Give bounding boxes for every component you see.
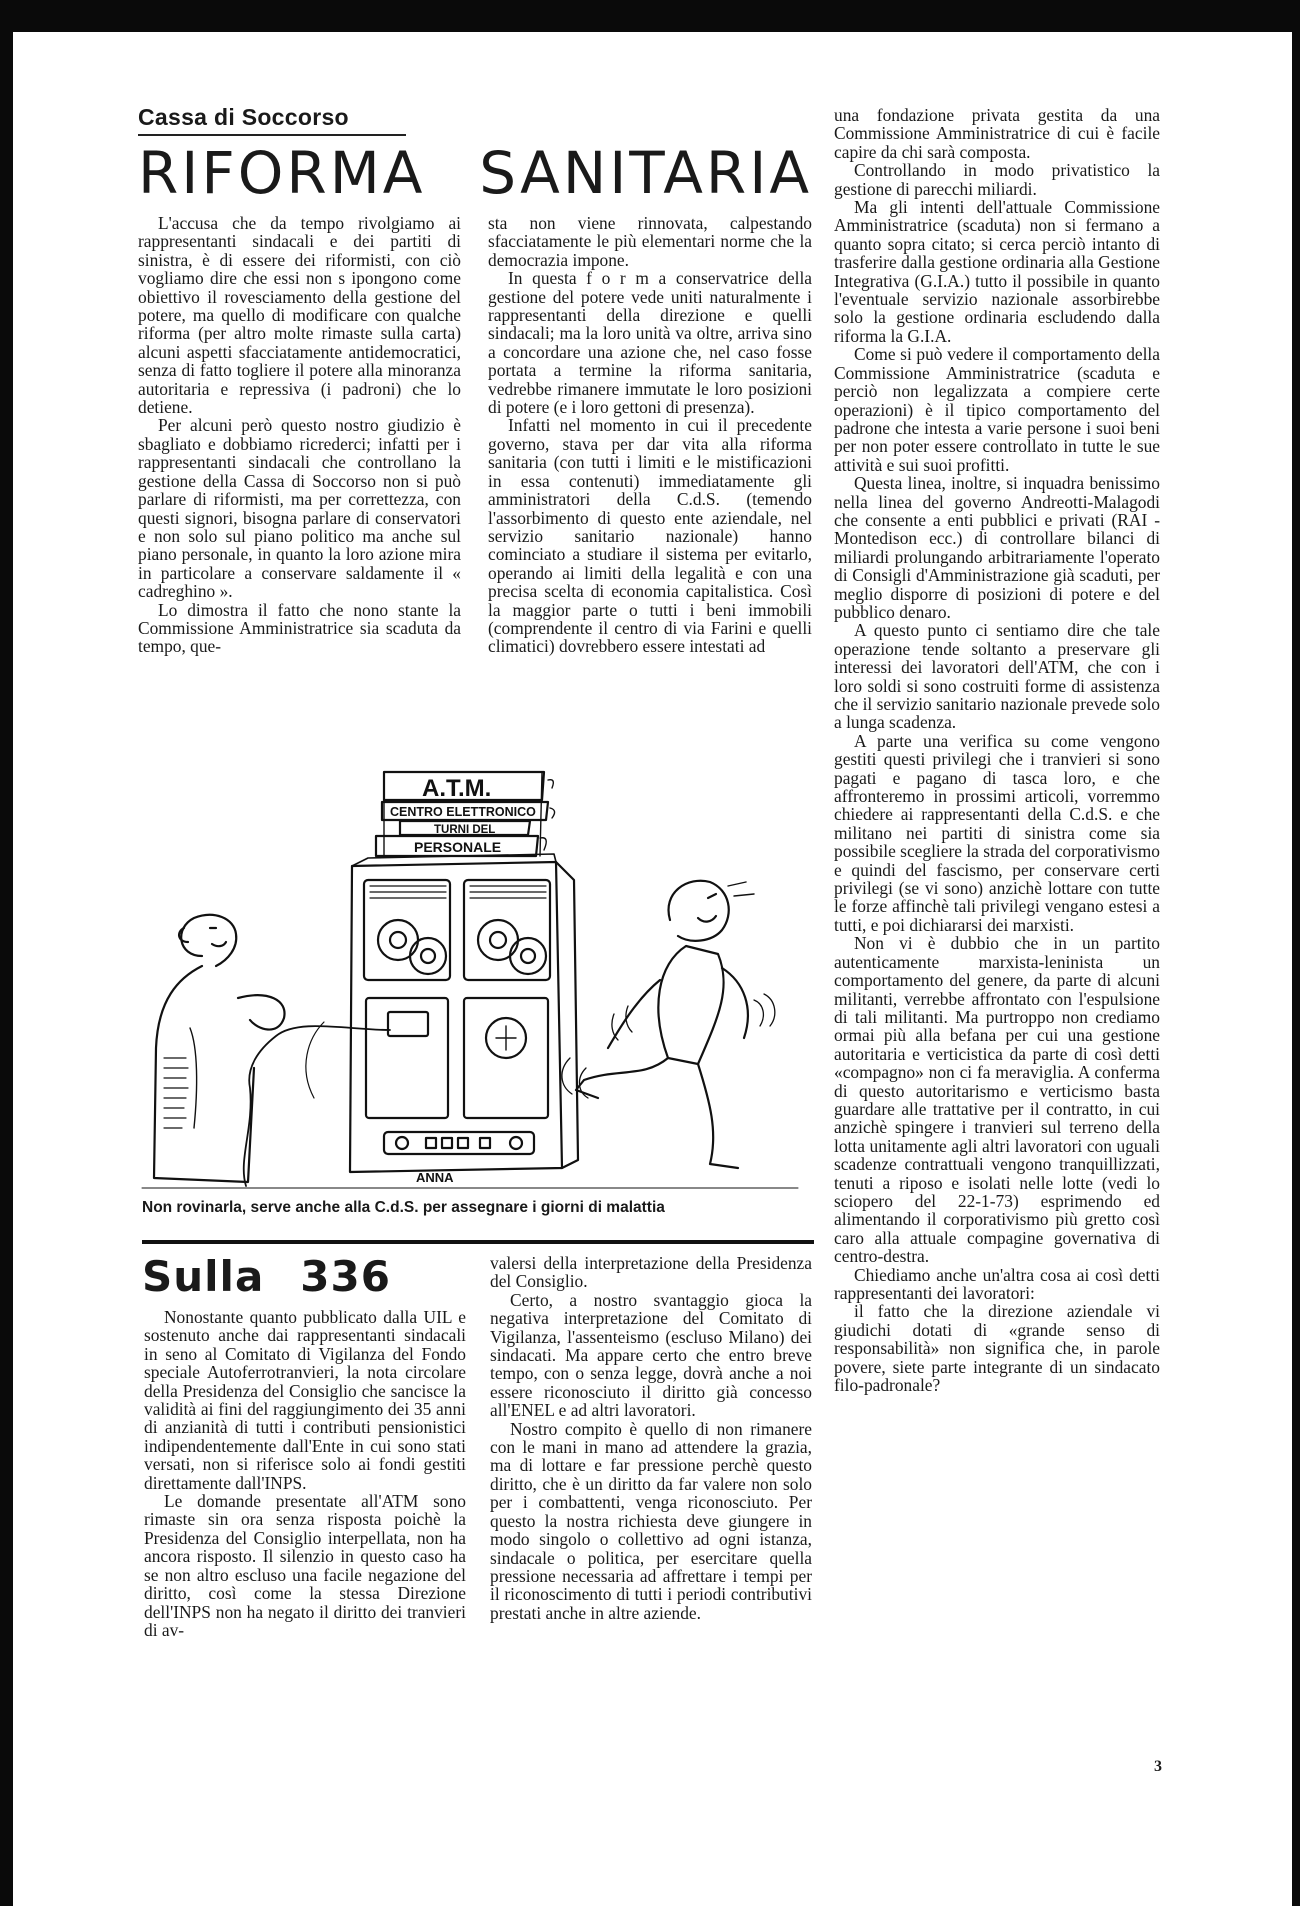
scan-left-border [0,0,13,1906]
paragraph: Nonostante quanto pubblicato dalla UIL e sostenuto anche dai rappresentanti sindacali in seno al Comitato di Vigilanza del Fondo speciale Autoferrotranvieri, la nota circolare della Presidenza del Consiglio che sancisce la validità ai fini del raggiungimento dei 35 anni di anzianità di tutti i contributi pensionistici indipendentemente dall'Ente in cui sono stati versati, non si riferisce solo ai fondi gestiti direttamente dall'INPS. [144,1307,466,1493]
article2-title-part2: 336 [300,1252,391,1301]
headline [138,140,812,206]
paper-strip [244,1026,390,1186]
cartoon-caption: Non rovinarla, serve anche alla C.d.S. per assegnare i giorni di malattia [142,1199,665,1216]
worker-figure-right [576,881,775,1168]
paragraph: Infatti nel momento in cui il precedente governo, stava per dar vita alla riforma sanitaria (con tutti i limiti e le mistificazioni in essa contenuti) immediatamente gli amministratori della C.d.S. (temendo l'assorbimento di questo ente aziendale, nel servizio sanitario nazionale) hanno cominciato a studiare il sistema per evitarlo, operando ai limiti della legalità e con una precisa scelta di economia capitalistica. Così la maggior parte o tutti i beni immobili (comprendente il centro di via Farini e quelli climatici) dovrebbero essere intestati ad [488,415,812,657]
page-number: 3 [1154,1758,1162,1775]
computer-cabinet [350,854,578,1172]
paragraph: Come si può vedere il comportamento della Commissione Amministratrice (scaduta e perciò non legalizzata a compiere certe operazioni) è il tipico comportamento del padrone che intesta a varie persone i suoi beni per non poter essere controllato in tutte le sue attività e sui suoi profitti. [834,344,1160,475]
paragraph: Controllando in modo privatistico la gestione di parecchi miliardi. [834,160,1160,199]
paragraph: sta non viene rinnovata, calpestando sfacciatamente le più elementari norme che la democrazia impone. [488,213,812,270]
paragraph: Certo, a nostro svantaggio gioca la negativa interpretazione del Comitato di Vigilanza, l'assenteismo (escluso Milano) dei sindacati. Ma appare certo che entro breve tempo, con o senza legge, dovrà anche a noi essere riconosciuto il diritto già concesso all'ENEL e ad altri lavoratori. [490,1289,812,1421]
paragraph: Non vi è dubbio che in un partito autenticamente marxista-leninista un comportamento del genere, da parte di alcuni militanti, verrebbe affrontato con l'espulsione di tali militanti. Ma purtroppo non crediamo ormai più alla befana per cui una gestione autoritaria e verticistica da parte di così detti «compagno» non ci fa meraviglia. A conferma di questo autoritarismo e verticismo basta guardare alle trattative per il contratto, in cui anzichè spingere i tranvieri sul terreno della lotta unitamente agli altri lavoratori con uguali scadenze contrattuali vengono tranquillizzati, tenuti a riposo e isolati nelle lotte (vedi lo sciopero del 22-1-73) esprimendo ed alimentando il corporativismo più gretto così caro alla attuale compagine governativa di centro-destra. [834,933,1160,1267]
sign-centro: CENTRO ELETTRONICO [390,805,536,819]
paragraph: una fondazione privata gestita da una Commissione Amministratrice di cui è facile capire da chi sarà composta. [834,105,1160,162]
article2-column-2 [490,1254,812,1622]
paragraph: Chiediamo anche un'altra cosa ai così detti rappresentanti dei lavoratori: [834,1264,1160,1303]
paragraph: In questa f o r m a conservatrice della gestione del potere vede uniti naturalmente i rappresentanti della direzione e quelli sindacali; ma la loro unità va oltre, arriva sino a concordare una azione che, nel caso fosse portata a termine la riforma sanitaria, vedrebbe rimanere immutate le loro posizioni di potere (e i loro gettoni di presenza). [488,268,812,418]
paragraph: A questo punto ci sentiamo dire che tale operazione tende soltanto a preservare gli interessi dei lavoratori dell'ATM, che con i loro soldi si sono costruiti forme di assistenza che il servizio sanitario nazionale prevede solo a lunga scadenza. [834,620,1160,733]
atm-sign [376,772,555,856]
sign-atm: A.T.M. [422,775,492,802]
paragraph: A parte una verifica su come vengono gestiti questi privilegi che i tranvieri si sono pagati e pagano di tasca loro, e che affronteremo in prossimi articoli, vorremmo chiedere ai rappresentanti della C.d.S. e che militano nei partiti di sinistra come sia possibile scegliere la strada del corporativismo e quindi del fascismo, per conservare certi privilegi (se vi sono) anzichè lottare con tutte le forze affinchè tali privilegi vengano estesi a tutti, e poi dichiararsi dei marxisti. [834,730,1160,935]
paragraph: L'accusa che da tempo rivolgiamo ai rappresentanti sindacali e dei partiti di sinistra, è di essere dei riformisti, con ciò vogliamo dire che essi non s ipongono come obiettivo il rovesciamento della gestione del potere, ma quello di modificare con qualche riforma (per altro molte rimaste sulla carta) alcuni aspetti sfacciatamente antidemocratici, senza di fatto togliere il potere alla minoranza autoritaria e repressiva (i padroni) che lo detiene. [138,213,461,418]
paragraph: Nostro compito è quello di non rimanere con le mani in mano ad attendere la grazia, ma di lottare e far pressione perchè questo diritto, che è un diritto da far valere non solo per i combattenti, venga riconosciuto. Per questo la nostra richiesta deve giungere in modo singolo o collettivo ad ogni istanza, sindacale o politica, per esercitare quella pressione necessaria ad affrettare i tempi per il riconoscimento di tutti i periodi contributivi prestati anche in altre aziende. [490,1418,812,1623]
sign-turni: TURNI DEL [434,824,496,836]
paragraph: Per alcuni però questo nostro giudizio è sbagliato e dobbiamo ricrederci; infatti per i rappresentanti sindacali che controllano la gestione della Cassa di Soccorso non si può parlare di riformisti, ma per correttezza, con questi signori, bisogna parlare di conservatori e non solo sul piano politico ma anche sul piano personale, in quanto la loro azione mira in particolare a conservare saldamente il « cadreghino ». [138,415,461,602]
paragraph: Ma gli intenti dell'attuale Commissione Amministratrice (scaduta) non si fermano a quanto sopra citato; si cerca perciò intanto di trasferire dalla gestione ordinaria alla Gestione Integrativa (G.I.A.) tutto il possibile in quanto l'eventuale servizio nazionale assorbirebbe solo la gestione ordinaria escludendo dalla riforma la G.I.A. [834,197,1160,346]
scan-right-border [1292,0,1300,1906]
paragraph: Lo dimostra il fatto che nono stante la Commissione Amministratrice sia scaduta da tempo, que- [138,599,461,657]
scan-top-border [0,0,1300,32]
cartoon-illustration [138,768,812,1196]
section-label-underline [138,134,406,136]
paragraph: Le domande presentate all'ATM sono rimaste sin ora senza risposta poichè la Presidenza del Consiglio interpellata, non ha ancora risposto. Il silenzio in questo caso ha se non altro escluso una facile negazione del diritto, così come la stessa Direzione dell'INPS non ha negato il diritto dei tranvieri di av- [144,1491,466,1640]
article2-title [142,1252,391,1301]
article1-column-3 [834,106,1160,1394]
sign-personale: PERSONALE [414,839,502,855]
section-divider [142,1240,814,1244]
worker-figure-left [154,915,285,1182]
headline-word-2: SANITARIA [479,139,812,207]
article2-column-1 [144,1308,466,1639]
paragraph: Questa linea, inoltre, si inquadra benissimo nella linea del governo Andreotti-Malagodi che consente a enti pubblici e privati (RAI - Montedison ecc.) di controllare bilanci di miliardi prolungando arbitrariamente l'operato di Consigli d'Amministrazione già scaduti, per meglio disporre di posizioni di potere e del pubblico denaro. [834,473,1160,622]
paragraph: valersi della interpretazione della Presidenza del Consiglio. [490,1253,812,1292]
headline-word-1: RIFORMA [138,139,426,207]
article2-title-part1: Sulla [142,1252,265,1301]
section-label: Cassa di Soccorso [138,104,349,130]
article1-column-2 [488,214,812,656]
paragraph: il fatto che la direzione aziendale vi giudichi dotati di «grande senso di responsabilità» non significa che, in parole povere, siete parte integrante di un sindacato filo-padronale? [834,1301,1160,1396]
article1-column-1 [138,214,461,656]
cartoon-signature: ANNA [416,1170,454,1185]
